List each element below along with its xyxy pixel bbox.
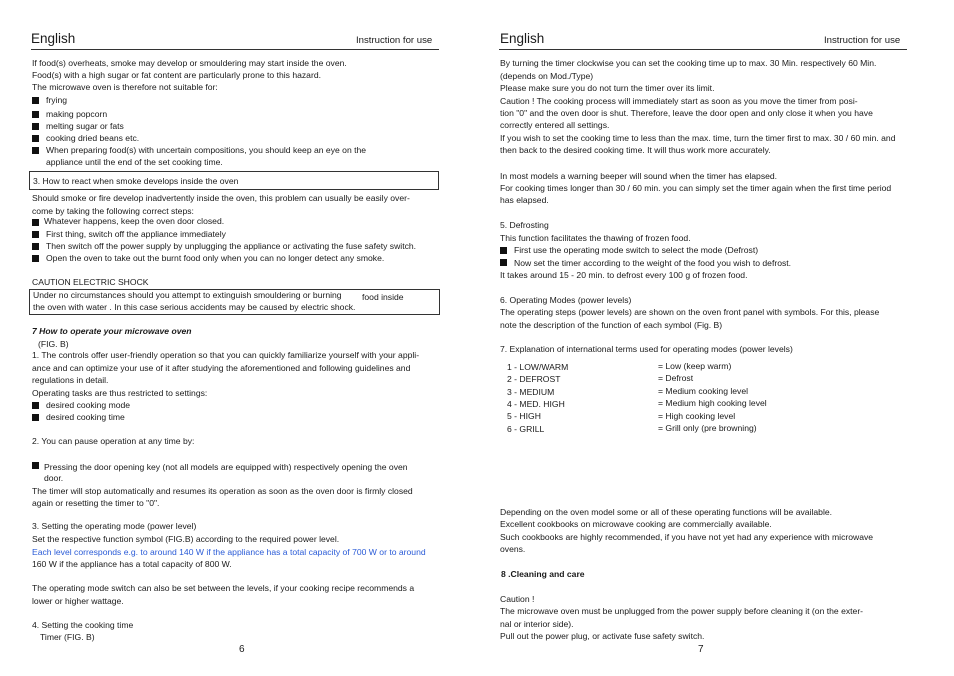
- text-line: door.: [44, 473, 64, 483]
- list-item: desired cooking time: [46, 412, 125, 422]
- list-item: Open the oven to take out the burnt food only when you can no longer detect any smoke.: [46, 253, 385, 263]
- text-line: then back to the desired cooking time. It will thus work more accurately.: [500, 145, 771, 155]
- text-line: It takes around 15 - 20 min. to defrost every 100 g of frozen food.: [500, 270, 748, 280]
- header-rule: [499, 49, 907, 50]
- term-desc: = Medium high cooking level: [658, 398, 767, 408]
- text-line: 160 W if the appliance has a total capacity of 800 W.: [32, 559, 232, 569]
- text-line: ovens.: [500, 544, 526, 554]
- bullet-icon: [500, 259, 507, 266]
- term-desc: = High cooking level: [658, 411, 736, 421]
- text-line: come by taking the following correct steps:: [32, 206, 194, 216]
- text-line: Such cookbooks are highly recommended, if you have not yet had any experience with microwave: [500, 532, 874, 542]
- text-line: again or resetting the timer to "0".: [32, 498, 160, 508]
- term-code: 2 - DEFROST: [507, 374, 561, 384]
- text-line: In most models a warning beeper will sound when the timer has elapsed.: [500, 171, 778, 181]
- text-line: Operating tasks are thus restricted to settings:: [32, 388, 208, 398]
- text-line: appliance until the end of the set cooking time.: [46, 157, 223, 167]
- text-line: correctly entered all settings.: [500, 120, 610, 130]
- bullet-icon: [32, 462, 39, 469]
- list-item: First thing, switch off the appliance immediately: [46, 229, 226, 239]
- bullet-icon: [32, 402, 39, 409]
- text-line: has elapsed.: [500, 195, 549, 205]
- text-line: The operating mode switch can also be set between the levels, if your cooking recipe recommends a: [32, 583, 415, 593]
- text-line: Food(s) with a high sugar or fat content are particularly prone to this hazard.: [32, 70, 321, 80]
- section-heading: 3. Setting the operating mode (power level): [32, 521, 197, 531]
- list-item: desired cooking mode: [46, 400, 131, 410]
- text-line: By turning the timer clockwise you can set the cooking time up to max. 30 Min. respectively 60 Min.: [500, 58, 877, 68]
- text-line: lower or higher wattage.: [32, 596, 124, 606]
- text-line: The microwave oven is therefore not suitable for:: [32, 82, 218, 92]
- bullet-icon: [32, 111, 39, 118]
- fig-reference: Timer (FIG. B): [40, 632, 95, 642]
- text-line: If food(s) overheats, smoke may develop or smouldering may start inside the oven.: [32, 58, 347, 68]
- term-code: 3 - MEDIUM: [507, 387, 555, 397]
- text-line: Pull out the power plug, or activate fuse safety switch.: [500, 631, 705, 641]
- list-item: melting sugar or fats: [46, 121, 124, 131]
- bullet-icon: [32, 414, 39, 421]
- language-label: English: [500, 31, 545, 46]
- text-line: Depending on the oven model some or all of these operating functions will be available.: [500, 507, 833, 517]
- page-header: Instruction for use: [356, 35, 433, 46]
- term-desc: = Low (keep warm): [658, 361, 732, 371]
- term-desc: = Defrost: [658, 373, 694, 383]
- text-line: ance and can optimize your use of it after studying the aforementioned and following guidelines and: [32, 363, 411, 373]
- section-heading: 3. How to react when smoke develops inside the oven: [33, 176, 239, 186]
- term-desc: = Medium cooking level: [658, 386, 749, 396]
- text-line: 2. You can pause operation at any time by:: [32, 436, 195, 446]
- section-heading: 7. Explanation of international terms used for operating modes (power levels): [500, 344, 793, 354]
- text-line: the oven with water . In this case serious accidents may be caused by electric shock.: [33, 302, 356, 312]
- term-desc: = Grill only (pre browning): [658, 423, 757, 433]
- text-line: nal or interior side).: [500, 619, 574, 629]
- term-code: 4 - MED. HIGH: [507, 399, 565, 409]
- text-line: Under no circumstances should you attempt to extinguish smouldering or burning: [33, 290, 342, 300]
- text-line: regulations in detail.: [32, 375, 109, 385]
- list-item: Whatever happens, keep the oven door closed.: [44, 216, 225, 226]
- bullet-icon: [32, 147, 39, 154]
- text-line: 1. The controls offer user-friendly operation so that you can quickly familiarize yourself with your appli-: [32, 350, 420, 360]
- page-number: 7: [698, 644, 704, 655]
- text-line: Caution ! The cooking process will immediately start as soon as you move the timer from posi-: [500, 96, 858, 106]
- bullet-icon: [32, 135, 39, 142]
- term-code: 6 - GRILL: [507, 424, 545, 434]
- text-line: The operating steps (power levels) are shown on the oven front panel with symbols. For this, please: [500, 307, 880, 317]
- bullet-icon: [500, 247, 507, 254]
- text-line: This function facilitates the thawing of frozen food.: [500, 233, 691, 243]
- list-item: Pressing the door opening key (not all models are equipped with) respectively opening the oven: [44, 462, 408, 472]
- bullet-icon: [32, 97, 39, 104]
- list-item: making popcorn: [46, 109, 108, 119]
- page-header: Instruction for use: [824, 35, 901, 46]
- list-item: cooking dried beans etc.: [46, 133, 140, 143]
- bullet-icon: [32, 255, 39, 262]
- section-heading: 6. Operating Modes (power levels): [500, 295, 632, 305]
- section-heading: 5. Defrosting: [500, 220, 549, 230]
- section-heading: 4. Setting the cooking time: [32, 620, 134, 630]
- list-item: When preparing food(s) with uncertain compositions, you should keep an eye on the: [46, 145, 367, 155]
- section-title: 8 .Cleaning and care: [501, 569, 585, 579]
- text-line: The timer will stop automatically and resumes its operation as soon as the oven door is firmly closed: [32, 486, 413, 496]
- text-line: tion "0" and the oven door is shut. Therefore, leave the door open and only close it when you have: [500, 108, 873, 118]
- list-item: Now set the timer according to the weight of the food you wish to defrost.: [514, 258, 792, 268]
- bullet-icon: [32, 231, 39, 238]
- language-label: English: [31, 31, 76, 46]
- bullet-icon: [32, 123, 39, 130]
- highlighted-text: Each level corresponds e.g. to around 140 W if the appliance has a total capacity of 700 W or to around: [32, 547, 426, 557]
- term-code: 5 - HIGH: [507, 411, 541, 421]
- text-line: Should smoke or fire develop inadvertently inside the oven, this problem can usually be easily over-: [32, 193, 410, 203]
- page-number: 6: [239, 644, 245, 655]
- list-item: First use the operating mode switch to select the mode (Defrost): [514, 245, 759, 255]
- header-rule: [31, 49, 439, 50]
- text-line: (depends on Mod./Type): [500, 71, 594, 81]
- caution-label: Caution !: [500, 594, 535, 604]
- caution-title: CAUTION ELECTRIC SHOCK: [32, 277, 149, 287]
- bullet-icon: [32, 219, 39, 226]
- term-code: 1 - LOW/WARM: [507, 362, 569, 372]
- text-line: Please make sure you do not turn the timer over its limit.: [500, 83, 715, 93]
- bullet-icon: [32, 243, 39, 250]
- section-title: 7 How to operate your microwave oven: [32, 326, 192, 336]
- text-line: If you wish to set the cooking time to less than the max. time, turn the timer first to max. 30 / 60 min. and: [500, 133, 896, 143]
- list-item: frying: [46, 95, 68, 105]
- list-item: Then switch off the power supply by unplugging the appliance or activating the fuse safety switch.: [46, 241, 417, 251]
- fig-reference: (FIG. B): [38, 339, 69, 349]
- text-line: For cooking times longer than 30 / 60 min. you can simply set the timer again when the first time period: [500, 183, 892, 193]
- text-line: note the description of the function of each symbol (Fig. B): [500, 320, 723, 330]
- text-line: Excellent cookbooks on microwave cooking are commercially available.: [500, 519, 772, 529]
- text-line: The microwave oven must be unplugged from the power supply before cleaning it (on the exter-: [500, 606, 864, 616]
- text-line: food inside: [362, 292, 404, 302]
- text-line: Set the respective function symbol (FIG.B) according to the required power level.: [32, 534, 340, 544]
